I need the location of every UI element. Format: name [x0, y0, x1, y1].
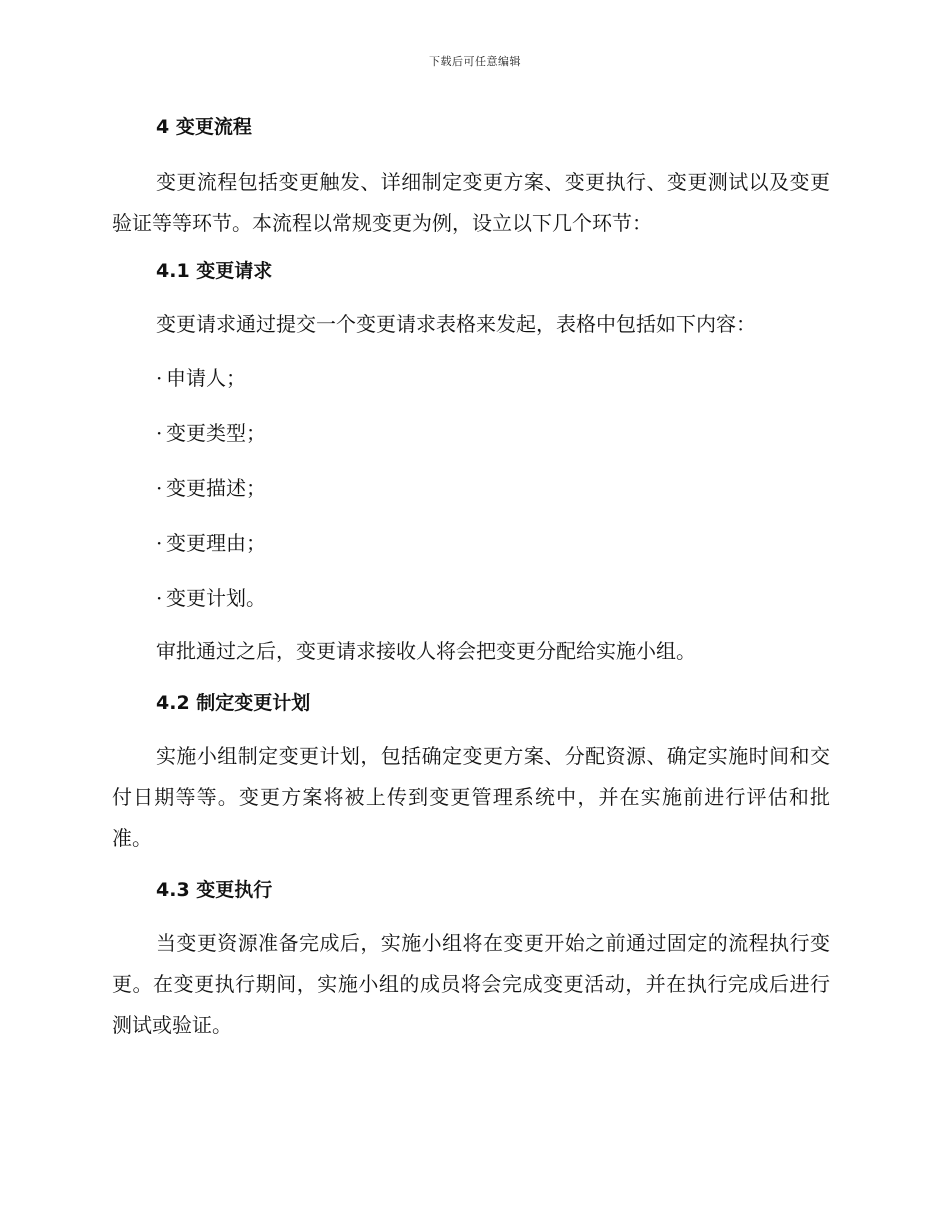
list-item-text: 申请人；	[166, 366, 246, 390]
bullet-icon: ·	[156, 586, 163, 610]
section-4-intro: 变更流程包括变更触发、详细制定变更方案、变更执行、变更测试以及变更验证等等环节。本流程以常规变更为例，设立以下几个环节：	[112, 170, 830, 235]
page-header: 下载后可任意编辑	[429, 55, 521, 68]
section-4-3-body: 当变更资源准备完成后，实施小组将在变更开始之前通过固定的流程执行变更。在变更执行期间，实施小组的成员将会完成变更活动，并在执行完成后进行测试或验证。	[112, 931, 830, 1037]
section-4-2-body: 实施小组制定变更计划，包括确定变更方案、分配资源、确定实施时间和交付日期等等。变更方案将被上传到变更管理系统中，并在实施前进行评估和批准。	[112, 744, 830, 850]
section-4-3-heading: 4.3 变更执行	[156, 879, 273, 901]
section-4-1-closing: 审批通过之后，变更请求接收人将会把变更分配给实施小组。	[156, 639, 696, 663]
document-body	[112, 110, 830, 1046]
list-item-text: 变更理由；	[166, 531, 266, 555]
section-4-2-heading: 4.2 制定变更计划	[156, 692, 311, 714]
list-item-text: 变更计划。	[166, 586, 266, 610]
list-item	[156, 416, 830, 450]
bullet-icon: ·	[156, 366, 163, 390]
list-item-text: 变更类型；	[166, 421, 266, 445]
list-item	[156, 526, 830, 560]
section-4-1-heading: 4.1 变更请求	[156, 260, 273, 282]
list-item-text: 变更描述；	[166, 476, 266, 500]
section-4-1-intro: 变更请求通过提交一个变更请求表格来发起，表格中包括如下内容：	[156, 312, 756, 336]
section-4-heading: 4 变更流程	[156, 116, 252, 138]
list-item	[156, 361, 830, 395]
list-item	[156, 581, 830, 615]
bullet-icon: ·	[156, 476, 163, 500]
list-item	[156, 471, 830, 505]
bullet-icon: ·	[156, 531, 163, 555]
bullet-icon: ·	[156, 421, 163, 445]
